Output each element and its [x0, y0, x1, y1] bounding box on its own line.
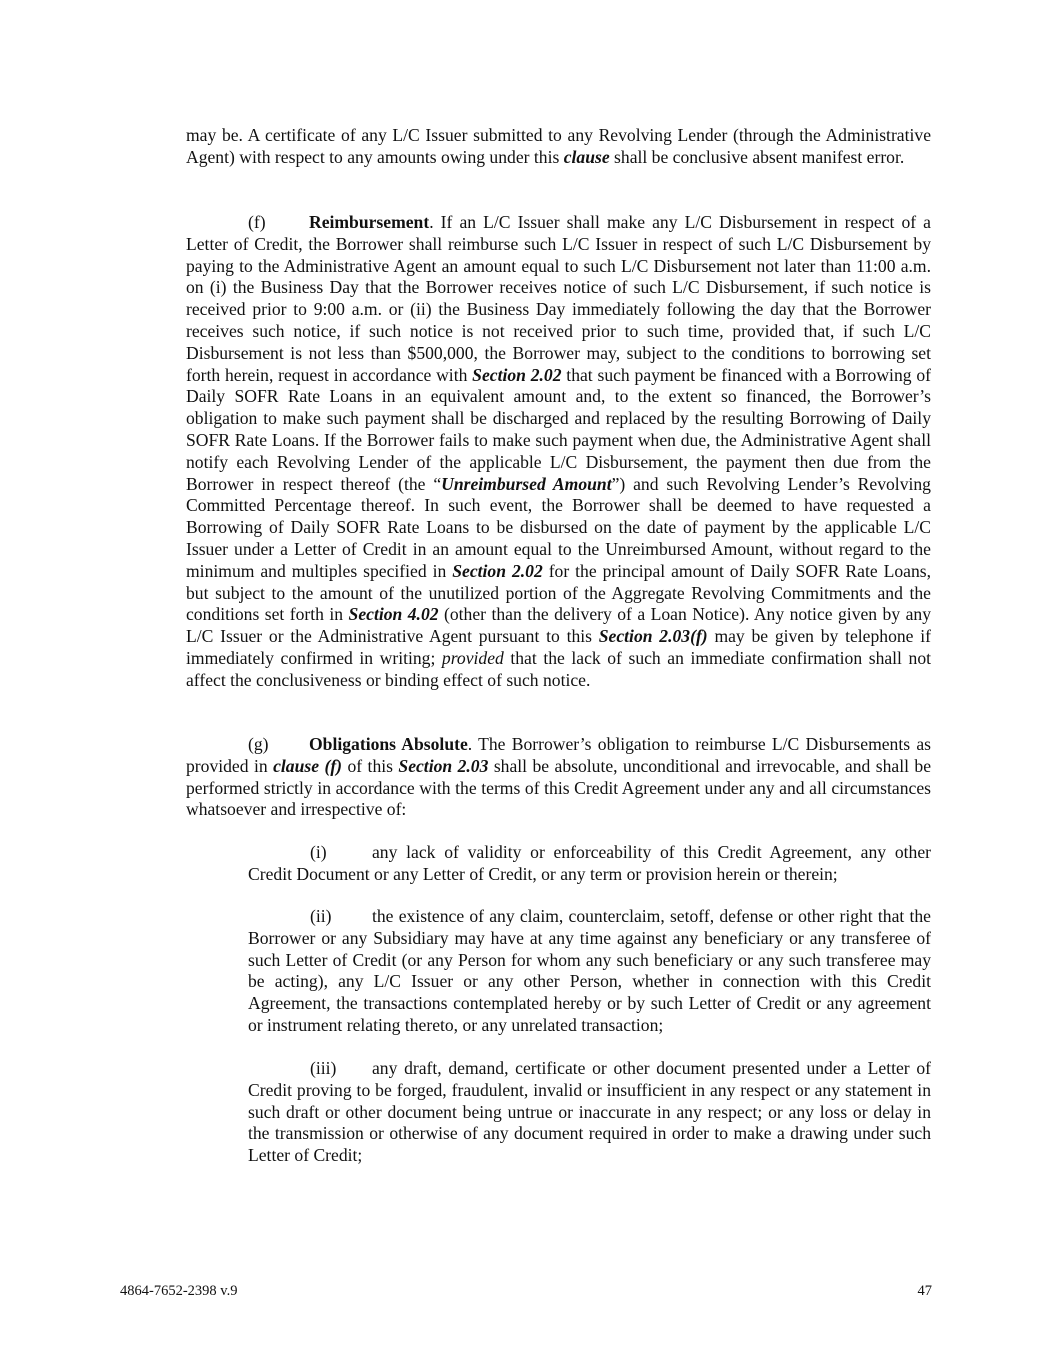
clause-number: (ii) [310, 906, 332, 926]
clause-i [248, 842, 931, 886]
page-number: 47 [917, 1283, 932, 1299]
clause-ii [248, 906, 931, 1037]
clause-text: any draft, demand, certificate or other document presented under a Letter of Credit proving to be forged, fraudulent, invalid or insufficient in any respect or any statement in such draft or other document being untrue or inaccurate in any respect; or any loss or delay in the transmission or otherwise of any document required in order to make a drawing under such Letter of Credit; [248, 1058, 931, 1166]
document-id: 4864-7652-2398 v.9 [120, 1283, 238, 1299]
section-reference: Section 2.02 [452, 560, 543, 581]
paragraph-number: (f) [248, 212, 266, 232]
section-reference: Section 4.02 [348, 604, 439, 625]
paragraph-text: of this [342, 755, 399, 776]
paragraph-f-reimbursement [186, 212, 931, 692]
section-reference: Section 2.02 [472, 364, 562, 385]
defined-term: Unreimbursed Amount [441, 473, 612, 494]
paragraph-text: . If an L/C Issuer shall make any L/C Disbursement in respect of a Letter of Credit, the Borrower shall reimburse such L/C Issuer in respect of such L/C Disbursement by paying to the Administrative Agent an amount equal to such L/C Disbursement not later than 11:00 a.m. on (i) the Business Day that the Borrower receives notice of such L/C Disbursement, if such notice is received prior to 9:00 a.m. or (ii) the Business Day immediately following the day that the Borrower receives such notice, if such notice is not received prior to such time, provided that, if such L/C Disbursement is not less than $500,000, the Borrower may, subject to the conditions to borrowing set forth herein, request in accordance with [186, 212, 931, 385]
paragraph-text: ”) and such Revolving Lender’s Revolving Committed Percentage thereof. In such event, the Borrower shall be deemed to have requested a Borrowing of Daily SOFR Rate Loans to be disbursed on the date of payment by the applicable L/C Issuer under a Letter of Credit in an amount equal to the Unreimbursed Amount, without regard to the minimum and multiples specified in [186, 473, 931, 581]
clause-reference: clause [563, 146, 610, 167]
paragraph-text: (other than the delivery of a Loan Notice). Any notice given by any L/C Issuer or the Administrative Agent pursuant to this [186, 604, 931, 647]
clause-number: (i) [310, 842, 327, 862]
clause-reference: clause (f) [273, 755, 343, 776]
paragraph-text: that such payment be financed with a Borrowing of Daily SOFR Rate Loans in an equivalent amount and, to the extent so financed, the Borrower’s obligation to make such payment shall be discharged and replaced by the resulting Borrowing of Daily SOFR Rate Loans. If the Borrower fails to make such payment when due, the Administrative Agent shall notify each Revolving Lender of the applicable L/C Disbursement, the payment then due from the Borrower in respect thereof (the “ [186, 364, 931, 494]
paragraph-heading: Reimbursement [309, 212, 430, 232]
paragraph-text: . The Borrower’s obligation to reimburse L/C Disbursements as provided in [186, 734, 931, 776]
section-reference: Section 2.03 [398, 755, 489, 776]
paragraph-text: that the lack of such an immediate confirmation shall not affect the conclusiveness or binding effect of such notice. [186, 647, 931, 690]
clause-text: any lack of validity or enforceability of this Credit Agreement, any other Credit Document or any Letter of Credit, or any term or provision herein or therein; [248, 842, 931, 884]
paragraph-g-obligations-absolute [186, 734, 931, 821]
paragraph-e-continuation [186, 125, 931, 169]
paragraph-text: shall be conclusive absent manifest error. [609, 146, 905, 167]
paragraph-text: may be given by telephone if immediately confirmed in writing; [186, 626, 932, 668]
paragraph-text: for the principal amount of Daily SOFR Rate Loans, but subject to the amount of the unutilized portion of the Aggregate Revolving Commitments and the conditions set forth in [186, 560, 931, 625]
paragraph-number: (g) [248, 734, 269, 754]
section-reference: Section 2.03(f) [598, 626, 708, 647]
proviso-term: provided [441, 647, 504, 668]
clause-iii [248, 1058, 931, 1167]
clause-number: (iii) [310, 1058, 337, 1078]
paragraph-heading: Obligations Absolute [309, 734, 468, 754]
paragraph-text: may be. A certificate of any L/C Issuer submitted to any Revolving Lender (through the Administrative Agent) with respect to any amounts owing under this [186, 125, 931, 167]
paragraph-text: shall be absolute, unconditional and irrevocable, and shall be performed strictly in accordance with the terms of this Credit Agreement under any and all circumstances whatsoever and irrespective of: [186, 755, 932, 820]
clause-text: the existence of any claim, counterclaim, setoff, defense or other right that the Borrower or any Subsidiary may have at any time against any beneficiary or any transferee of such Letter of Credit (or any Person for whom any such beneficiary or any such transferee may be acting), any L/C Issuer or any other Person, whether in connection with this Credit Agreement, the transactions contemplated hereby or by such Letter of Credit or any agreement or instrument relating thereto, or any unrelated transaction; [248, 906, 931, 1035]
